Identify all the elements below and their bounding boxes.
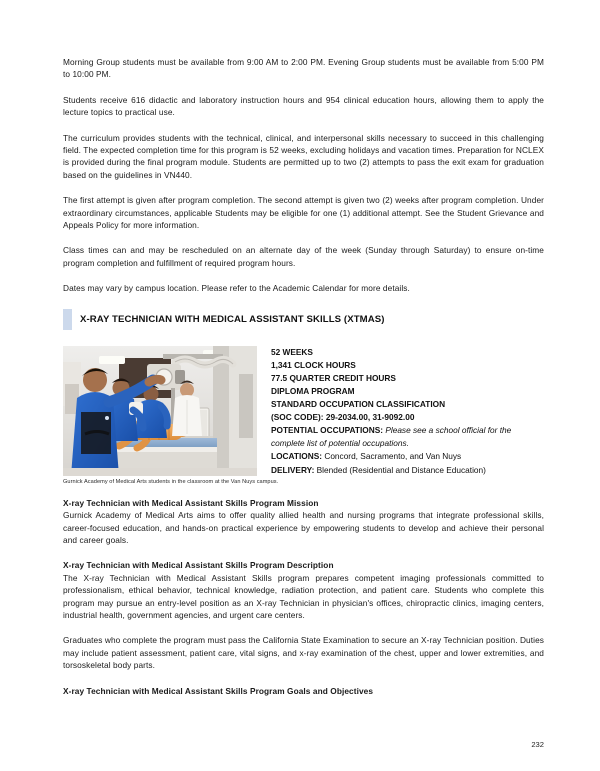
info-clock-hours: 1,341 CLOCK HOURS [271, 359, 356, 370]
info-potential-occupations [271, 424, 544, 450]
info-potential-value: Please see a school official for the complete list of potential occupations. [271, 425, 512, 449]
info-credit-hours: 77.5 QUARTER CREDIT HOURS [271, 372, 396, 383]
heading-accent-bar [63, 309, 72, 330]
info-soc-code [271, 411, 544, 424]
goals-heading: X-ray Technician with Medical Assistant Skills Program Goals and Objectives [63, 685, 374, 696]
info-soc-code-label: (SOC CODE): [271, 412, 324, 423]
program-heading-label: X-RAY TECHNICIAN WITH MEDICAL ASSISTANT SKILLS (XTMAS) [80, 313, 385, 325]
info-soc-title: STANDARD OCCUPATION CLASSIFICATION [271, 399, 446, 410]
info-locations-value: Concord, Sacramento, and Van Nuys [322, 451, 462, 462]
media-spacer [63, 489, 544, 497]
info-delivery [271, 464, 544, 477]
paragraph-schedule: Morning Group students must be available from 9:00 AM to 2:00 PM. Evening Group students must be available from 5:00 PM to 10:00 PM. [63, 57, 544, 80]
paragraph-exam-attempts: The first attempt is given after program completion. The second attempt is given two (2) weeks after program completion. Under extraordinary circumstances, applicable Students may be eligible for one (1) additional attempt. See the Student Grievance and Appeals Policy for more information. [63, 195, 544, 231]
info-delivery-value: Blended (Residential and Distance Education) [314, 464, 486, 475]
info-delivery-label: DELIVERY: [271, 464, 315, 475]
mission-body: Gurnick Academy of Medical Arts aims to offer quality allied health and nursing programs that integrate professional skills, career-focused education, and hands-on practical experience by empowering students to develop and achieve their personal and career goals. [63, 510, 544, 545]
section-mission [63, 497, 544, 547]
paragraph-dates-vary: Dates may vary by campus location. Please refer to the Academic Calendar for more details. [63, 283, 410, 294]
paragraph-graduates: Graduates who complete the program must pass the California State Examination to secure an X-ray Technician position. Duties may include patient assessment, patient care, vital signs, and x-ray examination of the chest, upper and lower extremities, and torsoskeletal body parts. [63, 635, 544, 671]
paragraph-class-times: Class times can and may be rescheduled on an alternate day of the week (Sunday through Saturday) to ensure on-time program completion and fulfillment of required program hours. [63, 245, 544, 268]
mission-heading: X-ray Technician with Medical Assistant Skills Program Mission [63, 497, 319, 508]
info-soc-code-value: 29-2034.00, 31-9092.00 [323, 412, 415, 423]
photo-caption: Gurnick Academy of Medical Arts students in the classroom at the Van Nuys campus. [63, 478, 279, 485]
program-info-panel [257, 346, 544, 477]
info-locations-label: LOCATIONS: [271, 451, 323, 462]
info-potential-label: POTENTIAL OCCUPATIONS: [271, 425, 384, 436]
paragraph-instruction-hours: Students receive 616 didactic and laboratory instruction hours and 954 clinical education hours, allowing them to apply the lecture topics to practical use. [63, 94, 544, 118]
program-photo-block [63, 346, 279, 486]
info-program-type: DIPLOMA PROGRAM [271, 385, 355, 396]
section-description [63, 559, 544, 621]
classroom-photo [63, 346, 257, 476]
info-locations [271, 450, 544, 463]
paragraph-curriculum: The curriculum provides students with the technical, clinical, and interpersonal skills necessary to succeed in this challenging field. The expected completion time for this program is 52 weeks, excluding holidays and vacation times. Preparation for NCLEX is provided during the final program module. Students are permitted up to two (2) attempts to pass the exit exam for graduation based on the guidelines in VN440. [63, 132, 544, 180]
program-media-row [63, 346, 544, 486]
info-weeks: 52 WEEKS [271, 346, 313, 357]
program-heading [63, 309, 544, 330]
description-body: The X-ray Technician with Medical Assistant Skills program prepares competent imaging professionals committed to professionalism, ethical behavior, technical knowledge, radiation protection, and patient care. Students who complete this program may pursue an entry-level position as an X-ray Technician in physician's offices, chiropractic clinics, imaging centers, industrial health, government agencies, and urgent care centers. [63, 572, 544, 620]
page-number: 232 [531, 740, 544, 749]
description-heading: X-ray Technician with Medical Assistant Skills Program Description [63, 560, 334, 571]
